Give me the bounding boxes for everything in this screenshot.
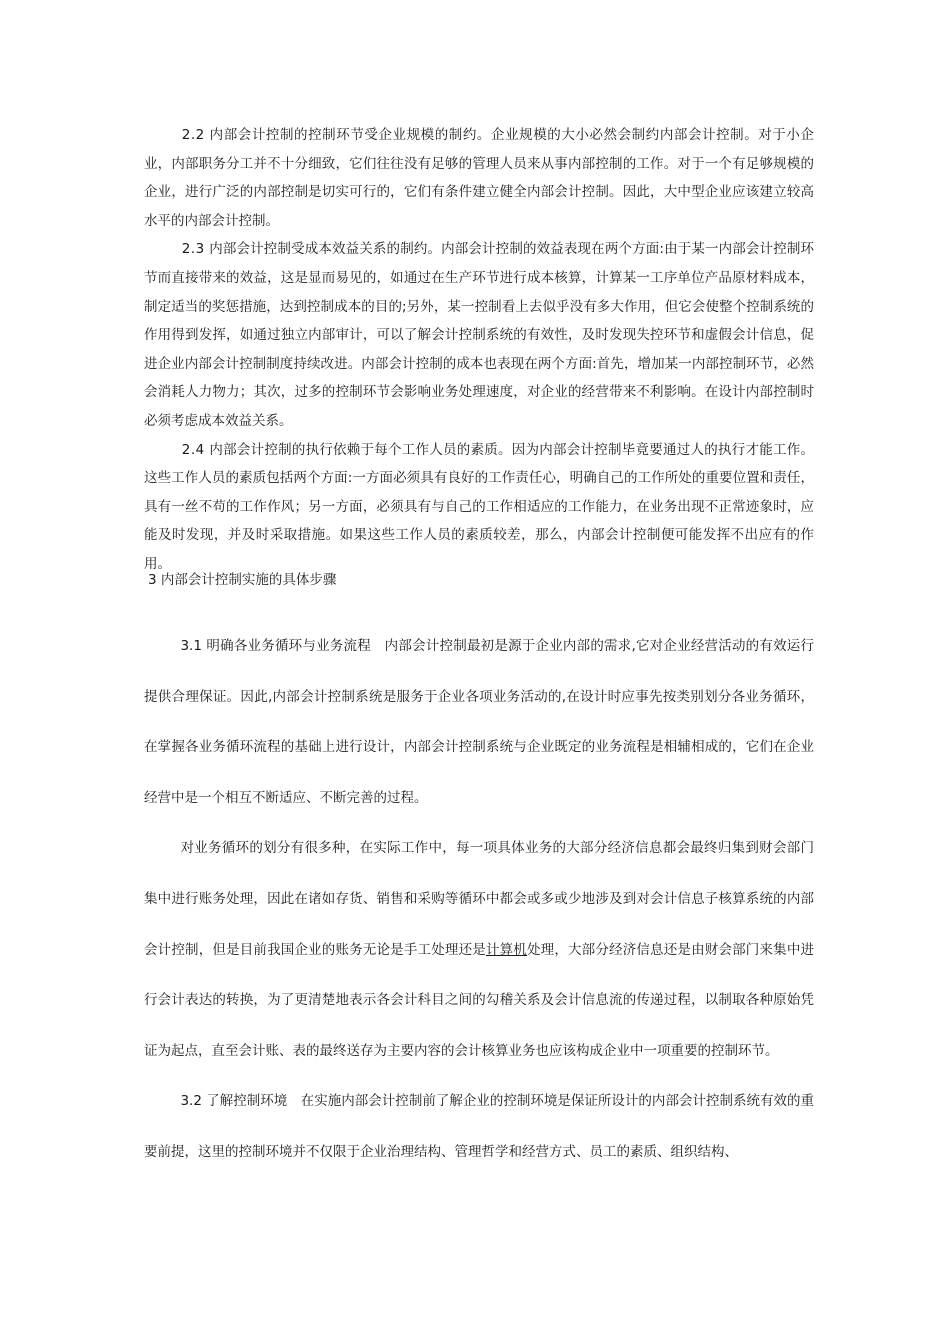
paragraph-2-2-text: 内部会计控制的控制环节受企业规模的制约。企业规模的大小必然会制约内部会计控制。对于小企业，内部职务分工并不十分细致，它们往往没有足够的管理人员来从事内部控制的工作。对于一个有足够规模的企业，进行广泛的内部控制是切实可行的，它们有条件建立健全内部会计控制。因此，大中型企业应该建立较高水平的内部会计控制。 bbox=[144, 127, 814, 229]
section-number-2-3: 2.3 bbox=[181, 241, 205, 258]
paragraph-2-4 bbox=[144, 436, 814, 579]
paragraph-3-2-text: 在实施内部会计控制前了解企业的控制环境是保证所设计的内部会计控制系统有效的重要前提，这里的控制环境并不仅限于企业治理结构、管理哲学和经营方式、员工的素质、组织结构、 bbox=[144, 1093, 815, 1160]
paragraph-2-2 bbox=[144, 121, 814, 235]
paragraph-2-3 bbox=[144, 235, 814, 435]
paragraph-2-4-text: 内部会计控制的执行依赖于每个工作人员的素质。因为内部会计控制毕竟要通过人的执行才能工作。这些工作人员的素质包括两个方面:一方面必须具有良好的工作责任心，明确自己的工作所处的重要位置和责任，具有一丝不苟的工作作风；另一方面，必须具有与自己的工作相适应的工作能力，在业务出现不正常迹象时，应能及时发现，并及时采取措施。如果这些工作人员的素质较差，那么，内部会计控制便可能发挥不出应有的作用。 bbox=[144, 441, 815, 572]
paragraph-3-1 bbox=[144, 621, 814, 823]
paragraph-cycle-text-1: 对业务循环的划分有很多种，在实际工作中，每一项具体业务的大部分经济信息都会最终归集到财会部门集中进行账务处理，因此在诸如存货、销售和采购等循环中都会或多或少地涉及到对会计信息子核算系统的内部会计控制，但是目前我国企业的账务无论是手工处理还是 bbox=[144, 840, 814, 958]
paragraph-cycle-text-2: 处理，大部分经济信息还是由财会部门来集中进行会计表达的转换，为了更清楚地表示各会计科目之间的勾稽关系及会计信息流的传递过程，以制取各种原始凭证为起点，直至会计账、表的最终送存为主要内容的会计核算业务也应该构成企业中一项重要的控制环节。 bbox=[144, 941, 815, 1059]
paragraph-3-2 bbox=[144, 1076, 814, 1177]
section-number-2-2: 2.2 bbox=[181, 127, 205, 143]
section-3-2-title: 3.2 了解控制环境 bbox=[180, 1093, 288, 1110]
section-number-2-4: 2.4 bbox=[181, 441, 205, 458]
section-3-body bbox=[144, 621, 814, 1178]
paragraph-2-3-text: 内部会计控制受成本效益关系的制约。内部会计控制的效益表现在两个方面:由于某一内部会计控制环节而直接带来的效益，这是显而易见的，如通过在生产环节进行成本核算，计算某一工序单位产品原材料成本，制定适当的奖惩措施，达到控制成本的目的;另外，某一控制看上去似乎没有多大作用，但它会使整个控制系统的作用得到发挥，如通过独立内部审计，可以了解会计控制系统的有效性，及时发现失控环节和虚假会计信息，促进企业内部会计控制制度持续改进。内部会计控制的成本也表现在两个方面:首先，增加某一内部控制环节，必然会消耗人力物力；其次，过多的控制环节会影响业务处理速度，对企业的经营带来不利影响。在设计内部控制时必须考虑成本效益关系。 bbox=[144, 241, 814, 429]
paragraph-business-cycle bbox=[144, 823, 814, 1076]
section-2-body bbox=[144, 121, 814, 579]
computer-link[interactable]: 计算机 bbox=[485, 941, 527, 958]
section-3-heading: 3 内部会计控制实施的具体步骤 bbox=[148, 572, 337, 588]
section-3-1-title: 3.1 明确各业务循环与业务流程 bbox=[180, 638, 371, 654]
paragraph-3-1-text: 内部会计控制最初是源于企业内部的需求,它对企业经营活动的有效运行提供合理保证。因此,内部会计控制系统是服务于企业各项业务活动的,在设计时应事先按类别划分各业务循环，在掌握各业务循环流程的基础上进行设计，内部会计控制系统与企业既定的业务流程是相辅相成的，它们在企业经营中是一个相互不断适应、不断完善的过程。 bbox=[144, 638, 815, 806]
